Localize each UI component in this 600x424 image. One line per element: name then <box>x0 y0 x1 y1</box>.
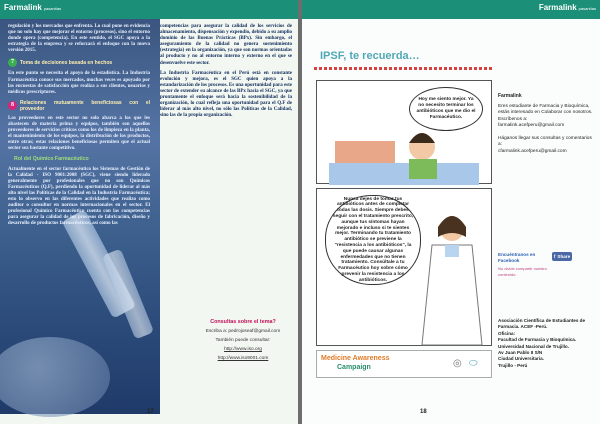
paragraph: competencias para asegurar la calidad de los servicios de almacenamiento, dispensación y expendio, debido a su amplio dominio de las Buenas Prácticas (BPx). Sin embargo, el aseguramiento de la calidad no genera sostenimiento (estrategia) en la organización, ya que son normas orientadas al producto y no al entorno interno y externo en el que se desenvuelve este sector. <box>160 24 292 66</box>
address-line: Ciudad Universitaria. <box>498 356 544 362</box>
logo-icon: ◎ <box>453 358 462 369</box>
paragraph: La Industria Farmacéutica en el Perú está en constante evolución y mejora, es el SGC quien apoya a la estandarización de los procesos. Es una oportunidad para este sector de extender su alcance de las BPx hacia el SGC, ya que prontamente el enfoque será hacia la sostenibilidad de la organización, lo cual refleja una oportunidad para el Q.F de liderar al más alto nivel, no sólo las Políticas de la Calidad, sino las de la propia organización. <box>160 70 293 119</box>
patient-illustration <box>317 81 493 185</box>
campaign-subtitle: Campaign <box>337 364 371 371</box>
sidebar-heading: Farmalink <box>498 93 522 99</box>
sidebar-info <box>498 93 596 155</box>
link-iso-org[interactable]: http://www.iso.org <box>224 347 262 352</box>
address-line: Av Juan Pablo II S/N <box>498 350 543 356</box>
pill-icon: ⬭ <box>469 358 478 369</box>
sidebar-email[interactable]: cfarmalink.acefperu@gmail.com <box>498 148 567 154</box>
dotted-divider <box>314 67 492 70</box>
right-page <box>302 0 600 424</box>
contact-box <box>196 318 290 363</box>
campaign-title: Medicine Awareness <box>321 355 390 362</box>
text-column-1 <box>8 24 150 231</box>
brand-logo: Farmalink pasantías <box>4 3 62 12</box>
paragraph: regulación y los mercados que enfrenta. Lo cual pone en evidencia que no solo hay que mejorar el entorno (procesos), sino el entorno donde opera (competencia). En este sentido, el SGC apoya a la estrategia de la empresa y se reforzará el enfoque con la nueva versión 2015. <box>8 24 150 54</box>
speech-bubble: Hoy me siento mejor. Ya no necesito terminar los antibióticos que me dio el Farmacéutico. <box>409 87 483 131</box>
campaign-banner <box>316 350 492 378</box>
address-line: Oficina: <box>498 330 516 336</box>
paragraph: Actualmente en el sector farmacéutico los Sistemas de Gestión de la Calidad - ISO 9001:2008 (SGC), viene siendo liderado generalmente por profesionales que no son Químicos Farmacéuticos (Q.F), perdiendo la oportunidad de liderar al más alto nivel las Políticas de la Calidad en la Industria Farmacéutica; esto lo observo en las diferentes actividades que realizo como auditor o consultor en normas internacionales en el sector. El profesional Químico Farmacéutico cuenta con las competencias para asegurar la calidad de los procesos de fabricación, diseño y desarrollo de productos farmacéuticos, así como las <box>8 166 150 227</box>
contact-email[interactable]: Escriba a: pedrojoseaf@gmail.com <box>205 329 281 334</box>
header-banner <box>0 0 298 19</box>
item-title: Relaciones mutuamente beneficiosas con el proveedor <box>19 99 150 112</box>
item-title: Toma de decisiones basada en hechos <box>20 59 113 66</box>
paragraph: Los proveedores en este sector no solo abarca a los que les abastecen de materia prima y equipos, también son aquellos proveedores de servicios críticos como los de limpieza en la planta, el mantenimiento de los equipos, la distribución de los productos, entre otras; estas relaciones beneficiosas permiten que el actual sector sea bastante competitivo. <box>8 115 150 152</box>
address-line: Facultad de Farmacia y Bioquímica. Universidad Nacional de Trujillo. <box>498 337 577 349</box>
sidebar-text: Háganos llegar sus consultas y comentarios a: <box>498 135 592 147</box>
left-page <box>0 0 298 424</box>
speech-bubble: Nunca dejes de tomar tus antibióticos antes de completar todas las dosis. Siempre debes seguir con el tratamiento prescrito, aunque tus síntomas hayan mejorado e incluso si te sientes mejor. Terminando tu tratamiento antibiótico se previene la "resistencia a los antibióticos", la que puede causar algunas enfermedades que no tienen tratamiento. Consúltale a tu Farmacéutico hoy sobre cómo prevenir la resistencia a los antibióticos. <box>325 195 421 285</box>
facebook-title: Encuéntranos en Facebook <box>498 252 536 263</box>
address-line: Asociación Científica de Estudiantes de Farmacia. ACEF -Perú. <box>498 318 586 330</box>
pharmacist-illustration <box>317 189 493 347</box>
number-badge: 8 <box>8 101 17 110</box>
header-banner <box>302 0 600 19</box>
address-line: Trujillo - Perú <box>498 362 528 368</box>
link-iso9001[interactable]: http://www.iso9001.com <box>217 356 269 361</box>
comic-panel-1 <box>316 80 492 184</box>
number-badge: 7 <box>8 58 17 67</box>
text-column-2 <box>160 24 292 123</box>
brand-logo: Farmalink pasantías <box>538 3 596 12</box>
facebook-note: No olvide compartir nuestro contenido. <box>498 266 547 277</box>
sidebar-text: Eres estudiante de Farmacia y Bioquímica, estás interesado en Colaborar con nosotros. Escríbenos a: <box>498 103 593 122</box>
address-block <box>498 318 596 369</box>
contact-also: También puede consultar: <box>215 338 271 343</box>
sidebar-email[interactable]: farmalink.acefperu@gmail.com <box>498 123 565 128</box>
facebook-box <box>498 252 596 277</box>
list-item-7 <box>8 58 150 67</box>
page-number: 18 <box>420 409 427 415</box>
facebook-icon: f <box>553 254 556 259</box>
paragraph: En este punto se necesita el apoyo de la estadística. La Industria Farmacéutica conoce sus mercados, muchas veces es apoyado por las encuestas de satisfacción que realiza a sus clientes, usuarios y médicos prescriptores. <box>8 71 150 95</box>
section-heading: Rol del Químico Farmacéutico <box>14 156 89 163</box>
page-number: 17 <box>147 409 154 415</box>
page-title: IPSF, te recuerda… <box>320 50 420 62</box>
facebook-share-button[interactable]: f Share <box>553 254 571 259</box>
contact-question: Consultas sobre el tema? <box>210 319 276 325</box>
gloved-hand-illustration <box>0 337 110 417</box>
comic-panel-2 <box>316 188 492 346</box>
list-item-8 <box>8 100 150 112</box>
